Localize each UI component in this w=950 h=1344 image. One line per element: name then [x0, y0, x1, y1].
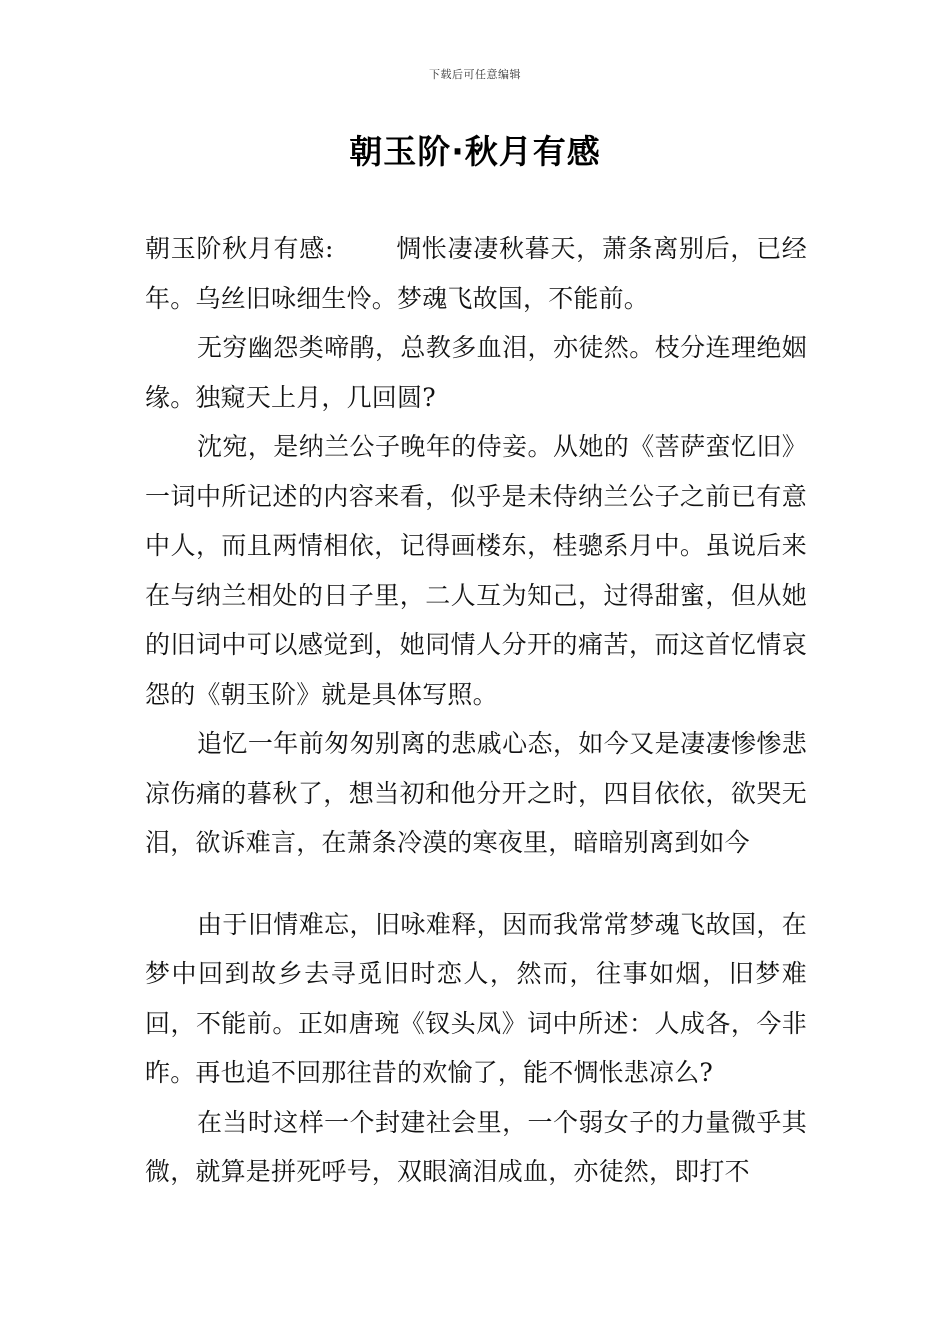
paragraph-6: 在当时这样一个封建社会里，一个弱女子的力量微乎其微，就算是拼死呼号，双眼滴泪成血，亦徒然，即打不: [145, 1107, 807, 1186]
paragraph-lead-label: 朝玉阶秋月有感:: [145, 234, 334, 263]
paragraph-4: 追忆一年前匆匆别离的悲戚心态，如今又是凄凄惨惨悲凉伤痛的暮秋了，想当初和他分开之时，四目依依，欲哭无泪，欲诉难言，在萧条冷漠的寒夜里，暗暗别离到如今: [145, 729, 807, 857]
paragraph-text: 惆怅凄凄秋暮天，萧条离别后，已经年。乌丝旧咏细生怜。梦魂飞故国，不能前。: [145, 234, 807, 313]
header-note: 下载后可任意编辑: [429, 68, 521, 81]
paragraph-5: 由于旧情难忘，旧咏难释，因而我常常梦魂飞故国，在梦中回到故乡去寻觅旧时恋人，然而，往事如烟，旧梦难回，不能前。正如唐琬《钗头凤》词中所述：人成各，今非昨。再也追不回那往昔的欢愉了，能不惆怅悲凉么?: [145, 909, 807, 1087]
document-body: [145, 224, 807, 1197]
paragraph-3: 沈宛，是纳兰公子晚年的侍妾。从她的《菩萨蛮忆旧》一词中所记述的内容来看，似乎是未侍纳兰公子之前已有意中人，而且两情相依，记得画楼东，桂骢系月中。虽说后来在与纳兰相处的日子里，二人互为知己，过得甜蜜，但从她的旧词中可以感觉到，她同情人分开的痛苦，而这首忆情哀怨的《朝玉阶》就是具体写照。: [145, 432, 807, 709]
paragraph-1: [145, 224, 807, 323]
document-title: 朝玉阶·秋月有感: [349, 132, 601, 171]
paragraph-2: 无穷幽怨类啼鹃，总教多血泪，亦徒然。枝分连理绝姻缘。独窥天上月，几回圆?: [145, 333, 807, 412]
